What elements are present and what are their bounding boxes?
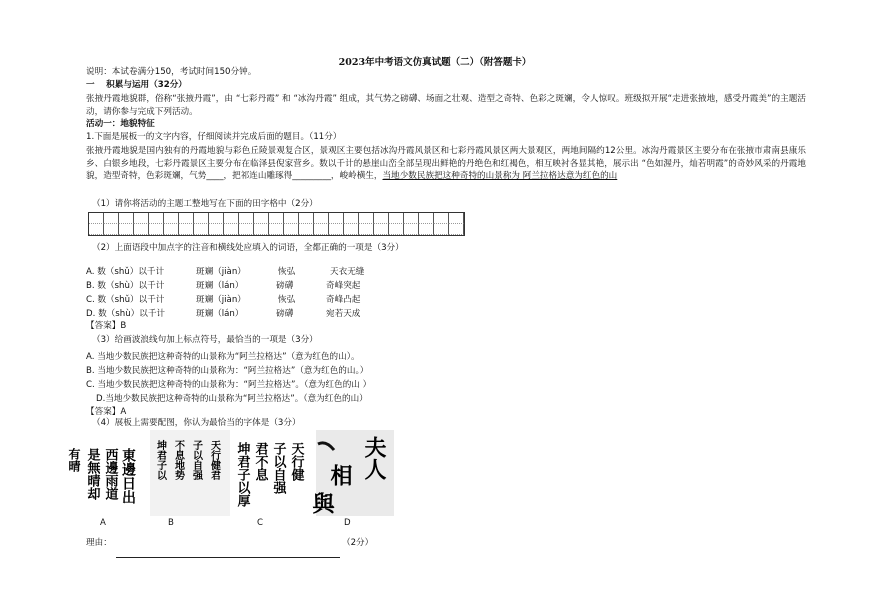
option-3-b: B. 当地少数民族把这种奇特的山景称为：“阿兰拉格达”（意为红色的山。） <box>86 366 369 376</box>
reason-score: （2分） <box>342 538 374 548</box>
option-3-c: C. 当地少数民族把这种奇特的山景称为：“阿兰拉格达”。（意为红色的山 ） <box>86 380 372 390</box>
question-1: 1.下面是展板一的文字内容，仔细阅读并完成后面的题目。（11分） <box>86 132 342 142</box>
calligraphy-c-art <box>232 430 312 516</box>
calli-b-col3: 不息地势 <box>172 440 184 480</box>
calli-c-col3: 君不息 <box>252 442 268 481</box>
calligraphy-image-d <box>309 430 394 516</box>
option-c-col1: C. 数（shǔ）以千计 <box>86 295 165 305</box>
calligraphy-d-art <box>309 430 394 516</box>
calli-a-col4: 有晴 <box>67 448 81 472</box>
calligraphy-image-a <box>62 430 144 516</box>
sub-question-3: （3）给画波浪线句加上标点符号，最恰当的一项是（3分） <box>92 335 318 345</box>
calligraphy-b-art <box>150 430 230 516</box>
passage-text: 张掖丹霞地貌是国内独有的丹霞地貌与彩色丘陵景观复合区，景观区主要包括冰沟丹霞风景区和七彩丹霞风景区两大景观区，两地间隔约12公里。冰沟丹霞景区主要分布在张掖市肃南县康乐乡、白银乡地段，七彩丹霞景区主要分布在临泽县倪家营乡。数以千计的悬崖山峦全部呈现出鲜艳的丹绝色和红褐色，相互映衬各显其艳，展示出 “色如渥丹，灿若明霞”的奇妙风采的丹霞地貌，造型奇特，色彩斑斓，气势____，把祁连山雕琢得_________，峻岭横生， <box>86 146 806 181</box>
option-b-col3: 磅礴 <box>276 281 294 291</box>
option-d-col1: D. 数（shù）以千计 <box>86 309 166 319</box>
image-label-a: A <box>100 518 106 528</box>
calli-b-col2: 子以自强 <box>190 440 202 480</box>
calligraphy-a-art <box>62 430 144 516</box>
calligraphy-image-b <box>150 430 230 516</box>
reading-passage <box>86 145 806 183</box>
option-3-d: D.当地少数民族把这种奇特的山景称为“阿兰拉格达”。（意为红色的山） <box>96 394 368 404</box>
option-3-a: A. 当地少数民族把这种奇特的山景称为“阿兰拉格达”（意为红色的山）。 <box>86 352 360 362</box>
option-a-col1: A. 数（shǔ）以千计 <box>86 267 165 277</box>
option-b-col4: 奇峰突起 <box>326 281 361 291</box>
calli-c-col2: 子以自强 <box>270 442 286 494</box>
sub-question-2: （2）上面语段中加点字的注音和横线处应填入的词语，全都正确的一项是（3分） <box>92 243 404 253</box>
calli-c-col4: 坤君子以厚 <box>234 442 250 507</box>
page-title: 2023年中考语文仿真试题（二）（附答题卡） <box>338 57 532 68</box>
tianzige-grid[interactable] <box>88 212 465 236</box>
option-a-col4: 天衣无缝 <box>330 267 365 277</box>
sub-question-1: （1）请你将活动的主题工整地写在下面的田字格中（2分） <box>92 199 318 209</box>
answer-3: 【答案】A <box>86 407 127 417</box>
calli-a-col3: 是無晴却 <box>84 448 100 500</box>
option-c-col4: 奇峰凸起 <box>326 295 361 305</box>
intro-paragraph: 张掖丹霞地貌群，俗称“张掖丹霞”，由 “七彩丹霞” 和 “冰沟丹霞” 组成，其气势之磅礴、场面之壮观、造型之奇特、色彩之斑斓，令人惊叹。班级拟开展“走进张掖地，感受丹霞美”的主题活动，请你参与完成下列活动。 <box>86 94 806 117</box>
option-d-col4: 宛若天成 <box>326 309 361 319</box>
calli-a-col1: 東邊日出 <box>120 448 136 504</box>
calli-a-col2: 西邊雨道 <box>102 448 118 500</box>
option-b-col2: 斑斓（lán） <box>196 281 244 291</box>
calli-d-col1: 夫人 <box>361 436 387 480</box>
option-c-col2: 斑斓（jiàn） <box>196 295 246 305</box>
calligraphy-image-c <box>232 430 312 516</box>
image-label-d: D <box>344 518 351 528</box>
reason-answer-line[interactable] <box>116 548 340 558</box>
option-c-col3: 恢弘 <box>278 295 296 305</box>
image-label-c: C <box>257 518 264 528</box>
option-b-col1: B. 数（shù）以千计 <box>86 281 165 291</box>
wavy-underlined-sentence: 当地少数民族把这种奇特的山景称为 阿兰拉格达意为红色的山 <box>382 171 618 181</box>
intro-note: 说明：本试卷满分150，考试时间150分钟。 <box>86 67 257 77</box>
image-label-b: B <box>168 518 174 528</box>
activity-heading: 活动一：地貌特征 <box>86 119 155 129</box>
section-heading: 一 积累与运用（32分） <box>86 80 187 90</box>
option-a-col2: 斑斓（jiàn） <box>196 267 246 277</box>
option-d-col2: 斑斓（lán） <box>196 309 244 319</box>
calli-b-col1: 天行健君 <box>208 440 220 480</box>
sub-question-4: （4）展板上需要配图，你认为最恰当的字体是（3分） <box>92 418 301 428</box>
option-a-col3: 恢弘 <box>278 267 296 277</box>
calli-c-col1: 天行健 <box>288 442 304 481</box>
option-d-col3: 磅礴 <box>276 309 294 319</box>
calli-d-col2: 相 <box>327 464 353 486</box>
answer-2: 【答案】B <box>86 321 127 331</box>
calli-b-col4: 坤君子以 <box>154 440 166 480</box>
reason-label: 理由： <box>86 538 112 548</box>
calli-d-col3: 與 <box>309 492 335 514</box>
